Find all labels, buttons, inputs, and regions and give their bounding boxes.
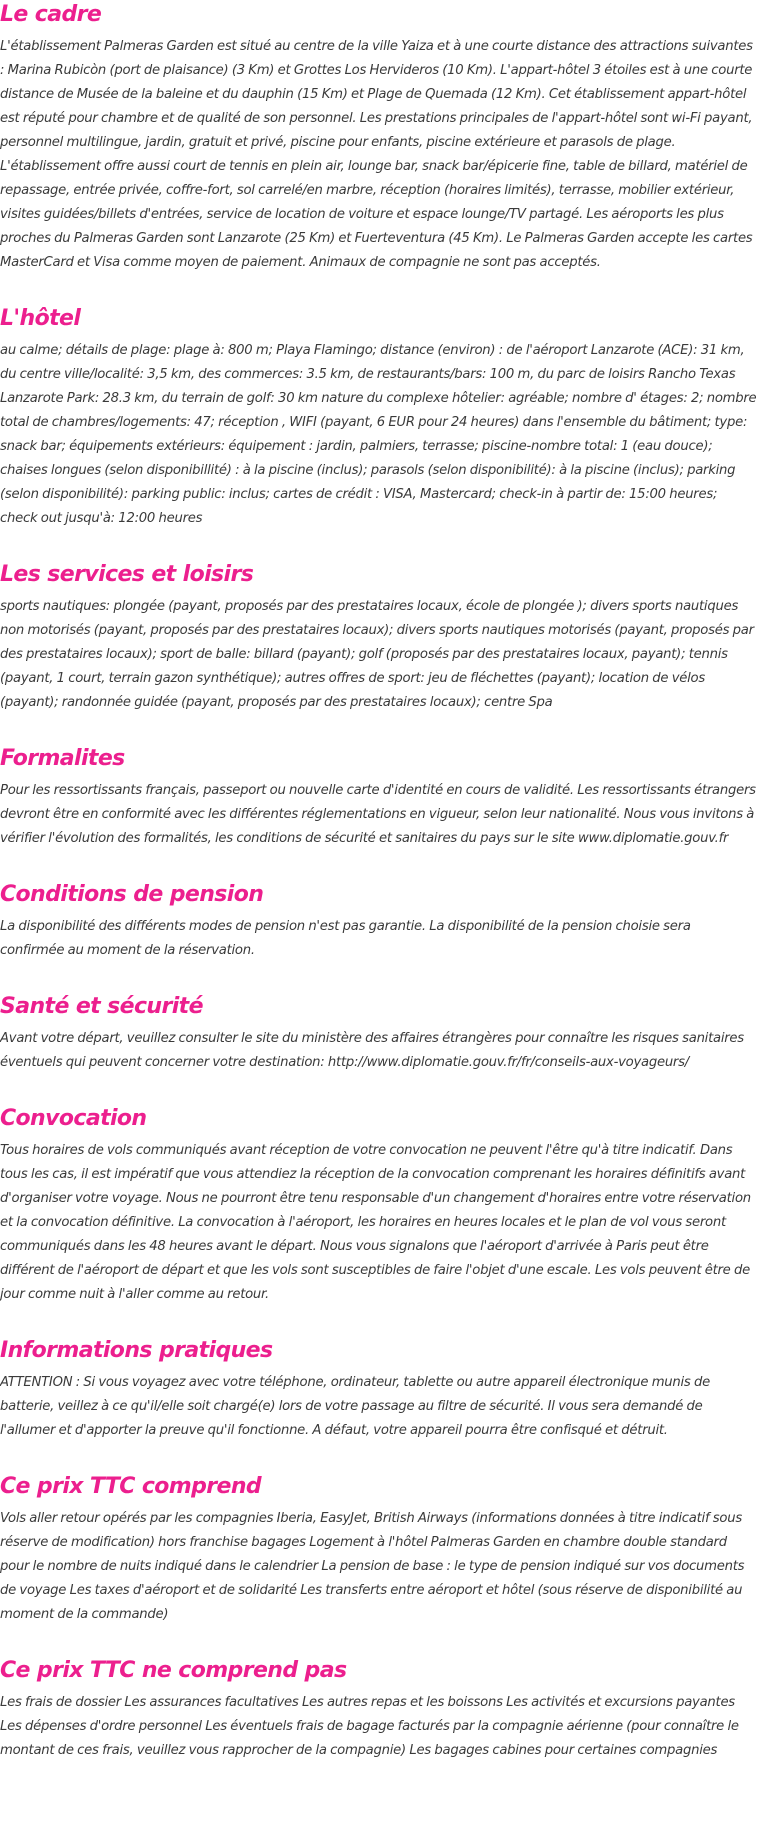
section-title: Ce prix TTC ne comprend pas	[0, 1658, 347, 1683]
section-body: Vols aller retour opérés par les compagnies Iberia, EasyJet, British Airways (informations données à titre indicatif sous réserve de modification) hors franchise bagages Logement à l'hôtel Palmeras Garden en chambre double standard pour le nombre de nuits indiqué dans le calendrier La pension de base : le type de pension indiqué sur vos documents de voyage Les taxes d'aéroport et de solidarité Les transferts entre aéroport et hôtel (sous réserve de disponibilité au moment de la commande)	[0, 1511, 745, 1622]
section-services-loisirs	[0, 560, 757, 715]
section-title: Les services et loisirs	[0, 562, 254, 587]
section-formalites	[0, 744, 757, 851]
section-convocation	[0, 1104, 757, 1307]
section-title: Conditions de pension	[0, 882, 264, 907]
section-title: Le cadre	[0, 2, 102, 27]
section-title: Ce prix TTC comprend	[0, 1474, 262, 1499]
section-prix-comprend	[0, 1472, 757, 1627]
section-body: Avant votre départ, veuillez consulter le site du ministère des affaires étrangères pour connaître les risques sanitaires éventuels qui peuvent concerner votre destination: http://www.diplomatie.gouv.fr/fr/conseils-aux-voyageurs/	[0, 1031, 744, 1070]
section-l-hotel	[0, 304, 757, 531]
section-title: Santé et sécurité	[0, 994, 203, 1019]
section-prix-ne-comprend-pas	[0, 1656, 757, 1763]
section-le-cadre	[0, 0, 757, 275]
section-title: L'hôtel	[0, 306, 81, 331]
section-body: Les frais de dossier Les assurances facultatives Les autres repas et les boissons Les activités et excursions payantes Les dépenses d'ordre personnel Les éventuels frais de bagage facturés par la compagnie aérienne (pour connaître le montant de ces frais, veuillez vous rapprocher de la compagnie) Les bagages cabines pour certaines compagnies	[0, 1695, 739, 1758]
section-body: Tous horaires de vols communiqués avant réception de votre convocation ne peuvent l'être qu'à titre indicatif. Dans tous les cas, il est impératif que vous attendiez la réception de la convocation comprenant les horaires définitifs avant d'organiser votre voyage. Nous ne pourront être tenu responsable d'un changement d'horaires entre votre réservation et la convocation définitive. La convocation à l'aéroport, les horaires en heures locales et le plan de vol vous seront communiqués dans les 48 heures avant le départ. Nous vous signalons que l'aéroport d'arrivée à Paris peut être différent de l'aéroport de départ et que les vols sont susceptibles de faire l'objet d'une escale. Les vols peuvent être de jour comme nuit à l'aller comme au retour.	[0, 1143, 751, 1302]
section-body: sports nautiques: plongée (payant, proposés par des prestataires locaux, école de plongée ); divers sports nautiques non motorisés (payant, proposés par des prestataires locaux); divers sports nautiques motorisés (payant, proposés par des prestataires locaux); sport de balle: billard (payant); golf (proposés par des prestataires locaux, payant); tennis (payant, 1 court, terrain gazon synthétique); autres offres de sport: jeu de fléchettes (payant); location de vélos (payant); randonnée guidée (payant, proposés par des prestataires locaux); centre Spa	[0, 599, 754, 710]
section-conditions-pension	[0, 880, 757, 963]
section-body: L'établissement Palmeras Garden est situé au centre de la ville Yaiza et à une courte distance des attractions suivantes : Marina Rubicòn (port de plaisance) (3 Km) et Grottes Los Hervideros (10 Km). L'appart-hôtel 3 étoiles est à une courte distance de Musée de la baleine et du dauphin (15 Km) et Plage de Quemada (12 Km). Cet établissement appart-hôtel est réputé pour chambre et de qualité de son personnel. Les prestations principales de l'appart-hôtel sont wi-Fi payant, personnel multilingue, jardin, gratuit et privé, piscine pour enfants, piscine extérieure et parasols de plage. L'établissement offre aussi court de tennis en plein air, lounge bar, snack bar/épicerie fine, table de billard, matériel de repassage, entrée privée, coffre-fort, sol carrelé/en marbre, réception (horaires limités), terrasse, mobilier extérieur, visites guidées/billets d'entrées, service de location de voiture et espace lounge/TV partagé. Les aéroports les plus proches du Palmeras Garden sont Lanzarote (25 Km) et Fuerteventura (45 Km). Le Palmeras Garden accepte les cartes MasterCard et Visa comme moyen de paiement. Animaux de compagnie ne sont pas acceptés.	[0, 39, 753, 270]
section-body: La disponibilité des différents modes de pension n'est pas garantie. La disponibilité de la pension choisie sera confirmée au moment de la réservation.	[0, 919, 691, 958]
section-title: Formalites	[0, 746, 125, 771]
section-body: Pour les ressortissants français, passeport ou nouvelle carte d'identité en cours de validité. Les ressortissants étrangers devront être en conformité avec les différentes réglementations en vigueur, selon leur nationalité. Nous vous invitons à vérifier l'évolution des formalités, les conditions de sécurité et sanitaires du pays sur le site www.diplomatie.gouv.fr	[0, 783, 756, 846]
section-sante-securite	[0, 992, 757, 1075]
section-title: Informations pratiques	[0, 1338, 273, 1363]
section-body: au calme; détails de plage: plage à: 800 m; Playa Flamingo; distance (environ) : de l'aéroport Lanzarote (ACE): 31 km, du centre ville/localité: 3,5 km, des commerces: 3.5 km, de restaurants/bars: 100 m, du parc de loisirs Rancho Texas Lanzarote Park: 28.3 km, du terrain de golf: 30 km nature du complexe hôtelier: agréable; nombre d' étages: 2; nombre total de chambres/logements: 47; réception , WIFI (payant, 6 EUR pour 24 heures) dans l'ensemble du bâtiment; type: snack bar; équipements extérieurs: équipement : jardin, palmiers, terrasse; piscine-nombre total: 1 (eau douce); chaises longues (selon disponibillité) : à la piscine (inclus); parasols (selon disponibilité): à la piscine (inclus); parking (selon disponibilité): parking public: inclus; cartes de crédit : VISA, Mastercard; check-in à partir de: 15:00 heures; check out jusqu'à: 12:00 heures	[0, 343, 757, 526]
section-body: ATTENTION : Si vous voyagez avec votre téléphone, ordinateur, tablette ou autre appareil électronique munis de batterie, veillez à ce qu'il/elle soit chargé(e) lors de votre passage au filtre de sécurité. Il vous sera demandé de l'allumer et d'apporter la preuve qu'il fonctionne. A défaut, votre appareil pourra être confisqué et détruit.	[0, 1375, 710, 1438]
section-informations-pratiques	[0, 1336, 757, 1443]
section-title: Convocation	[0, 1106, 147, 1131]
